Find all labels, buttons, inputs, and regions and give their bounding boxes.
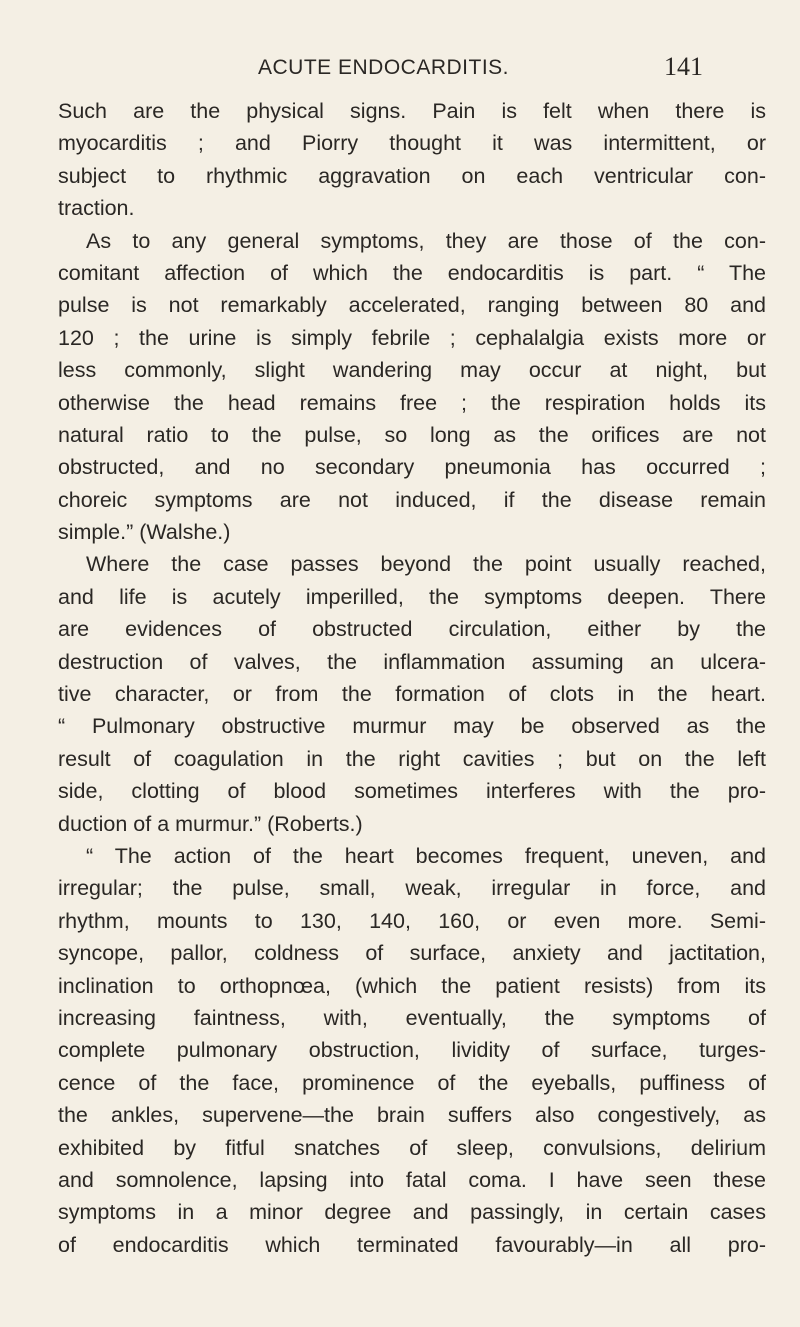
text-line: natural ratio to the pulse, so long as the orifices are not	[58, 422, 766, 447]
text-line: destruction of valves, the inflammation assuming an ulcera-	[58, 649, 766, 674]
text-line: cence of the face, prominence of the eyeballs, puffiness of	[58, 1070, 766, 1095]
text-line: simple.” (Walshe.)	[58, 520, 231, 545]
text-line: of endocarditis which terminated favourably—in all pro-	[58, 1232, 766, 1257]
text-line: pulse is not remarkably accelerated, ranging between 80 and	[58, 293, 766, 318]
text-line: the ankles, supervene—the brain suffers also congestively, as	[58, 1103, 766, 1128]
text-line: subject to rhythmic aggravation on each ventricular con-	[58, 163, 766, 188]
text-line: symptoms in a minor degree and passingly, in certain cases	[58, 1200, 766, 1225]
text-line: traction.	[58, 196, 135, 221]
body-text	[58, 95, 766, 1261]
running-title: ACUTE ENDOCARDITIS.	[258, 56, 510, 79]
text-line: result of coagulation in the right cavities ; but on the left	[58, 746, 766, 771]
text-line: 120 ; the urine is simply febrile ; cephalalgia exists more or	[58, 325, 766, 350]
text-line: and life is acutely imperilled, the symptoms deepen. There	[58, 584, 766, 609]
text-line: exhibited by fitful snatches of sleep, convulsions, delirium	[58, 1135, 766, 1160]
text-line: Such are the physical signs. Pain is felt when there is	[58, 99, 766, 123]
page-number: 141	[664, 52, 703, 81]
text-line: rhythm, mounts to 130, 140, 160, or even more. Semi-	[58, 908, 766, 933]
text-line: and somnolence, lapsing into fatal coma. I have seen these	[58, 1167, 766, 1192]
text-line: “ The action of the heart becomes frequent, uneven, and	[86, 843, 766, 868]
text-line: “ Pulmonary obstructive murmur may be observed as the	[58, 714, 766, 739]
text-line: obstructed, and no secondary pneumonia has occurred ;	[58, 455, 766, 480]
text-line: are evidences of obstructed circulation, either by the	[58, 617, 766, 642]
text-line: tive character, or from the formation of clots in the heart.	[58, 682, 766, 707]
text-line: inclination to orthopnœa, (which the patient resists) from its	[58, 973, 766, 998]
text-line: irregular; the pulse, small, weak, irregular in force, and	[58, 876, 766, 901]
text-line: less commonly, slight wandering may occur at night, but	[58, 358, 766, 383]
text-line: choreic symptoms are not induced, if the disease remain	[58, 487, 766, 512]
text-line: otherwise the head remains free ; the respiration holds its	[58, 390, 766, 415]
text-line: syncope, pallor, coldness of surface, anxiety and jactitation,	[58, 941, 766, 966]
text-line: side, clotting of blood sometimes interferes with the pro-	[58, 779, 766, 804]
text-line: complete pulmonary obstruction, lividity of surface, turges-	[58, 1038, 766, 1063]
text-line: increasing faintness, with, eventually, the symptoms of	[58, 1005, 766, 1030]
text-line: comitant affection of which the endocarditis is part. “ The	[58, 260, 766, 285]
text-line: duction of a murmur.” (Roberts.)	[58, 811, 363, 836]
text-line: Where the case passes beyond the point usually reached,	[86, 552, 766, 577]
text-line: myocarditis ; and Piorry thought it was intermittent, or	[58, 131, 766, 156]
text-line: As to any general symptoms, they are those of the con-	[86, 228, 766, 253]
